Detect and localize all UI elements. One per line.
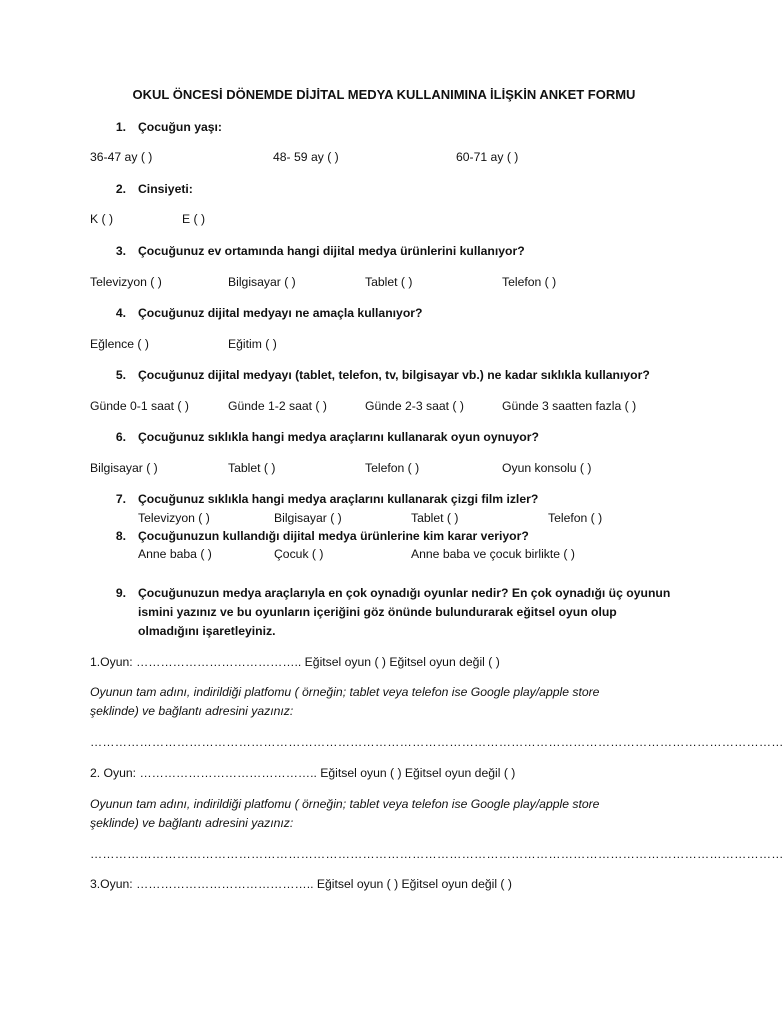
option-televizyon[interactable]: Televizyon ( ) <box>138 511 210 525</box>
question-number: 6. <box>115 430 126 444</box>
option-anne-baba[interactable]: Anne baba ( ) <box>138 547 212 561</box>
question-number: 9. <box>115 586 126 600</box>
answer-dotted-line[interactable]: …………………………………………………………………………………………………………………………………………………… <box>90 847 784 861</box>
game-note: Oyunun tam adını, indirildiği platfomu ( örneğin; tablet veya telefon ise Google play/apple store <box>90 685 600 699</box>
option-bilgisayar[interactable]: Bilgisayar ( ) <box>90 461 158 475</box>
option-bilgisayar[interactable]: Bilgisayar ( ) <box>228 275 296 289</box>
option-telefon[interactable]: Telefon ( ) <box>502 275 557 289</box>
question-text: Çocuğunuz sıklıkla hangi medya araçlarını kullanarak çizgi film izler? <box>138 492 539 506</box>
option-age-36-47[interactable]: 36-47 ay ( ) <box>90 150 153 164</box>
answer-dotted-line[interactable]: …………………………………………………………………………………………………………………………………………………… <box>90 735 784 749</box>
question-number: 1. <box>115 120 126 134</box>
option-2-3-saat[interactable]: Günde 2-3 saat ( ) <box>365 399 464 413</box>
question-number: 4. <box>115 306 126 320</box>
game-note: Oyunun tam adını, indirildiği platfomu ( örneğin; tablet veya telefon ise Google play/apple store <box>90 797 600 811</box>
option-0-1-saat[interactable]: Günde 0-1 saat ( ) <box>90 399 189 413</box>
option-oyun-konsolu[interactable]: Oyun konsolu ( ) <box>502 461 592 475</box>
question-text: Cinsiyeti: <box>138 182 193 196</box>
question-text: Çocuğunuz dijital medyayı (tablet, telefon, tv, bilgisayar vb.) ne kadar sıklıkla kullanıyor? <box>138 368 650 382</box>
question-text: Çocuğunuz dijital medyayı ne amaçla kullanıyor? <box>138 306 423 320</box>
option-tablet[interactable]: Tablet ( ) <box>365 275 413 289</box>
question-number: 2. <box>115 182 126 196</box>
option-egitim[interactable]: Eğitim ( ) <box>228 337 277 351</box>
survey-title: OKUL ÖNCESİ DÖNEMDE DİJİTAL MEDYA KULLANIMINA İLİŞKİN ANKET FORMU <box>132 87 636 102</box>
option-1-2-saat[interactable]: Günde 1-2 saat ( ) <box>228 399 327 413</box>
question-text-line: Çocuğunuzun medya araçlarıyla en çok oynadığı oyunlar nedir? En çok oynadığı üç oyunun <box>138 586 671 600</box>
option-bilgisayar[interactable]: Bilgisayar ( ) <box>274 511 342 525</box>
game-line[interactable]: 3.Oyun: …………………………………….. Eğitsel oyun ( ) Eğitsel oyun değil ( ) <box>90 877 512 891</box>
question-number: 8. <box>115 529 126 543</box>
question-text: Çocuğunuzun kullandığı dijital medya ürünlerine kim karar veriyor? <box>138 529 529 543</box>
option-televizyon[interactable]: Televizyon ( ) <box>90 275 162 289</box>
question-text-line: olmadığını işaretleyiniz. <box>138 624 276 638</box>
game-note: şeklinde) ve bağlantı adresini yazınız: <box>90 816 294 830</box>
option-telefon[interactable]: Telefon ( ) <box>365 461 420 475</box>
question-number: 7. <box>115 492 126 506</box>
game-line[interactable]: 2. Oyun: …………………………………….. Eğitsel oyun ( ) Eğitsel oyun değil ( ) <box>90 766 516 780</box>
option-3-saatten-fazla[interactable]: Günde 3 saatten fazla ( ) <box>502 399 637 413</box>
question-text: Çocuğunuz ev ortamında hangi dijital medya ürünlerini kullanıyor? <box>138 244 525 258</box>
question-text-line: ismini yazınız ve bu oyunların içeriğini göz önünde bulundurarak eğitsel oyun olup <box>138 605 617 619</box>
option-age-48-59[interactable]: 48- 59 ay ( ) <box>273 150 339 164</box>
question-number: 3. <box>115 244 126 258</box>
option-age-60-71[interactable]: 60-71 ay ( ) <box>456 150 519 164</box>
option-cocuk[interactable]: Çocuk ( ) <box>274 547 324 561</box>
question-number: 5. <box>115 368 126 382</box>
option-eglence[interactable]: Eğlence ( ) <box>90 337 149 351</box>
question-text: Çocuğunuz sıklıkla hangi medya araçlarını kullanarak oyun oynuyor? <box>138 430 539 444</box>
option-tablet[interactable]: Tablet ( ) <box>411 511 459 525</box>
game-line[interactable]: 1.Oyun: ………………………………….. Eğitsel oyun ( ) Eğitsel oyun değil ( ) <box>90 655 500 669</box>
option-gender-k[interactable]: K ( ) <box>90 212 114 226</box>
game-note: şeklinde) ve bağlantı adresini yazınız: <box>90 704 294 718</box>
option-gender-e[interactable]: E ( ) <box>182 212 206 226</box>
option-tablet[interactable]: Tablet ( ) <box>228 461 276 475</box>
option-birlikte[interactable]: Anne baba ve çocuk birlikte ( ) <box>411 547 575 561</box>
question-text: Çocuğun yaşı: <box>138 120 222 134</box>
option-telefon[interactable]: Telefon ( ) <box>548 511 603 525</box>
